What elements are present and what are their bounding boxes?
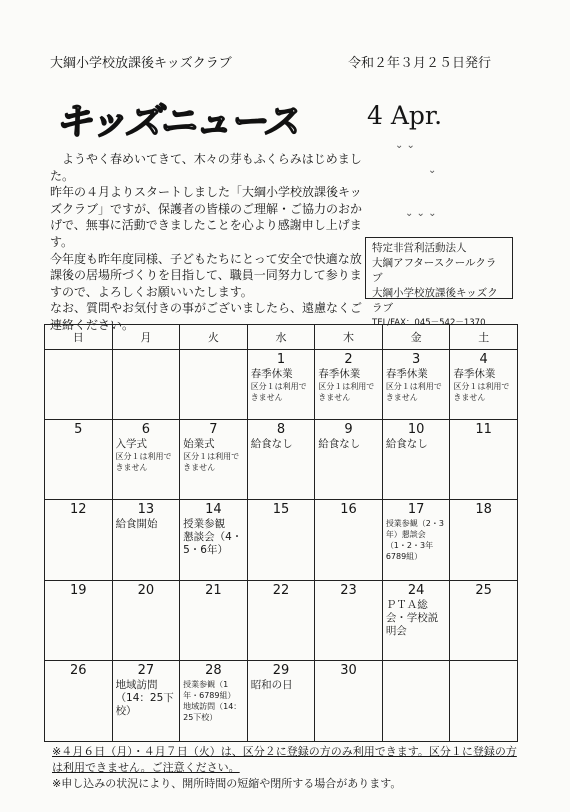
intro-paragraph: 今年度も昨年度同様、子どもたちにとって安全で快適な放課後の居場所づくりを目指して、職員一同努力して参りますので、よろしくお願いいたします。: [50, 251, 362, 299]
day-number: 24: [407, 582, 425, 598]
day-number: 17: [407, 502, 425, 518]
day-number: 15: [272, 502, 290, 518]
day-number: 23: [340, 582, 357, 598]
weekday-header-row: [45, 325, 518, 350]
calendar-day-cell: [247, 580, 315, 661]
day-event: 給食なし: [385, 437, 428, 450]
calendar-day-cell: [247, 500, 315, 581]
calendar-day-cell: [112, 419, 180, 500]
org-line: 特定非営利活動法人: [372, 242, 467, 254]
day-event: 始業式: [183, 437, 215, 450]
day-number: 20: [137, 582, 155, 598]
calendar-day-cell: [112, 661, 180, 742]
intro-paragraph: 昨年の４月よりスタートしました「大綱小学校放課後キッズクラブ」ですが、保護者の皆様のご理解・ご協力のおかげで、無事に活動できましたことを心より感謝申し上げます。: [50, 185, 363, 249]
calendar-day-cell: [45, 500, 113, 581]
calendar-day-cell: [45, 350, 113, 420]
day-event: 給食開始: [115, 518, 158, 531]
day-number: 22: [272, 582, 290, 598]
calendar-day-cell: [180, 580, 248, 661]
day-number: 26: [70, 663, 87, 679]
day-number: 28: [205, 663, 222, 679]
day-number: 25: [475, 582, 492, 598]
day-number: 11: [475, 421, 492, 437]
bird-decoration-icon: ⌄ ⌄ ⌄: [405, 208, 437, 219]
bird-decoration-icon: ⌄: [428, 165, 437, 176]
day-event: 区分１は利用できません: [385, 382, 442, 402]
day-number: 5: [74, 421, 83, 437]
day-event: 区分１は利用できません: [183, 451, 240, 472]
day-event: 地域訪問（14：25下校）: [183, 702, 242, 723]
club-name: 大綱小学校放課後キッズクラブ: [50, 56, 232, 71]
day-event: 区分１は利用できません: [318, 382, 375, 402]
calendar-day-cell: [180, 661, 248, 742]
intro-paragraph: ようやく春めいてきて、木々の芽もふくらみはじめました。: [50, 152, 362, 183]
day-number: 30: [340, 663, 357, 679]
day-number: 18: [475, 502, 492, 518]
org-line: 大綱アフタースクールクラブ: [372, 257, 497, 284]
calendar-week-row: [45, 580, 518, 661]
day-event: 授業参観: [183, 518, 226, 531]
day-number: 7: [209, 421, 218, 437]
day-number: 12: [70, 502, 87, 518]
issue-date: 令和２年３月２５日発行: [348, 56, 492, 71]
day-number: 8: [276, 421, 286, 437]
day-number: 6: [141, 421, 150, 437]
calendar-day-cell: [180, 419, 248, 500]
calendar-day-cell: [315, 500, 383, 581]
day-event: 春季休業: [453, 368, 496, 380]
day-number: 10: [407, 421, 425, 437]
day-event: 区分１は利用できません: [250, 382, 307, 402]
day-event: 区分１は利用できません: [115, 451, 172, 472]
calendar-day-cell: [315, 580, 383, 661]
calendar-day-cell: [382, 500, 450, 581]
day-number: 19: [70, 582, 87, 598]
calendar-week-row: [45, 419, 518, 500]
weekday-header: 木: [315, 325, 383, 350]
calendar-day-cell: [45, 580, 113, 661]
calendar-day-cell: [247, 419, 315, 500]
calendar-day-cell: [315, 419, 383, 500]
day-event: 地域訪問（14：25下校）: [115, 679, 174, 718]
day-number: 3: [411, 352, 421, 367]
calendar-day-cell: [450, 419, 518, 500]
day-number: 2: [344, 352, 353, 367]
day-event: 区分１は利用できません: [453, 382, 510, 402]
weekday-header: 金: [382, 325, 450, 350]
weekday-header: 月: [112, 325, 180, 350]
weekday-header: 火: [180, 325, 248, 350]
calendar-day-cell: [315, 661, 383, 742]
day-event: 懇談会（4・5・6年）: [183, 531, 243, 557]
intro-paragraph: なお、質問やお気付きの事がございましたら、遠慮なくご連絡ください。: [50, 301, 363, 332]
weekday-header: 日: [45, 325, 113, 350]
calendar-week-row: [45, 661, 518, 742]
note-registration: ※４月６日（月）・４月７日（火）は、区分２に登録の方のみ利用できます。区分１に登録の方は利用できません。ご注意ください。: [52, 745, 517, 774]
day-number: 29: [272, 663, 290, 679]
day-event: 春季休業: [318, 368, 361, 380]
note-hours: ※申し込みの状況により、開所時間の短縮や閉所する場合があります。: [52, 777, 402, 790]
calendar-day-cell: [450, 661, 518, 742]
day-event: ＰＴＡ総会・学校説明会: [385, 598, 439, 637]
day-number: 4: [479, 352, 488, 367]
day-number: 21: [205, 582, 222, 598]
day-number: 1: [276, 352, 286, 367]
day-event: 春季休業: [385, 368, 428, 380]
calendar-day-cell: [382, 661, 450, 742]
org-phone: TEL/FAX：045－542－1370: [372, 318, 486, 328]
day-number: 9: [344, 421, 353, 437]
bird-decoration-icon: ⌄ ⌄: [395, 140, 415, 151]
calendar-day-cell: [247, 350, 315, 420]
calendar-day-cell: [45, 419, 113, 500]
calendar-day-cell: [180, 350, 248, 420]
calendar-day-cell: [450, 500, 518, 581]
day-event: 給食なし: [318, 437, 361, 450]
calendar-day-cell: [382, 580, 450, 661]
day-number: 16: [340, 502, 357, 518]
calendar-table: [44, 324, 518, 742]
day-number: 14: [205, 502, 222, 518]
intro-text: [50, 151, 365, 334]
organization-box: [365, 237, 513, 328]
calendar-day-cell: [45, 661, 113, 742]
calendar-week-row: [45, 500, 518, 581]
day-event: 給食なし: [250, 437, 293, 450]
calendar-day-cell: [450, 580, 518, 661]
day-event: 昭和の日: [250, 679, 293, 692]
day-event: 春季休業: [250, 368, 293, 380]
day-number: 13: [137, 502, 155, 518]
calendar-day-cell: [180, 500, 248, 581]
calendar-day-cell: [112, 350, 180, 420]
day-event: 授業参観（2・3年）懇談会（1・2・3年6789組）: [385, 519, 444, 562]
calendar-week-row: [45, 350, 518, 420]
notes: [52, 744, 522, 792]
day-event: 授業参観（1年・6789組）: [183, 680, 236, 701]
weekday-header: 土: [450, 325, 518, 350]
newsletter-logo: キッズニュース: [55, 100, 298, 143]
calendar-day-cell: [247, 661, 315, 742]
calendar-day-cell: [382, 419, 450, 500]
calendar-day-cell: [112, 500, 180, 581]
calendar-day-cell: [382, 350, 450, 420]
calendar-day-cell: [450, 350, 518, 420]
day-event: 入学式: [115, 437, 148, 450]
month-label: 4 Apr.: [367, 101, 443, 130]
org-line: 大綱小学校放課後キッズクラブ: [372, 287, 498, 314]
calendar-day-cell: [112, 580, 180, 661]
calendar-day-cell: [315, 350, 383, 420]
weekday-header: 水: [247, 325, 315, 350]
day-number: 27: [137, 663, 155, 679]
